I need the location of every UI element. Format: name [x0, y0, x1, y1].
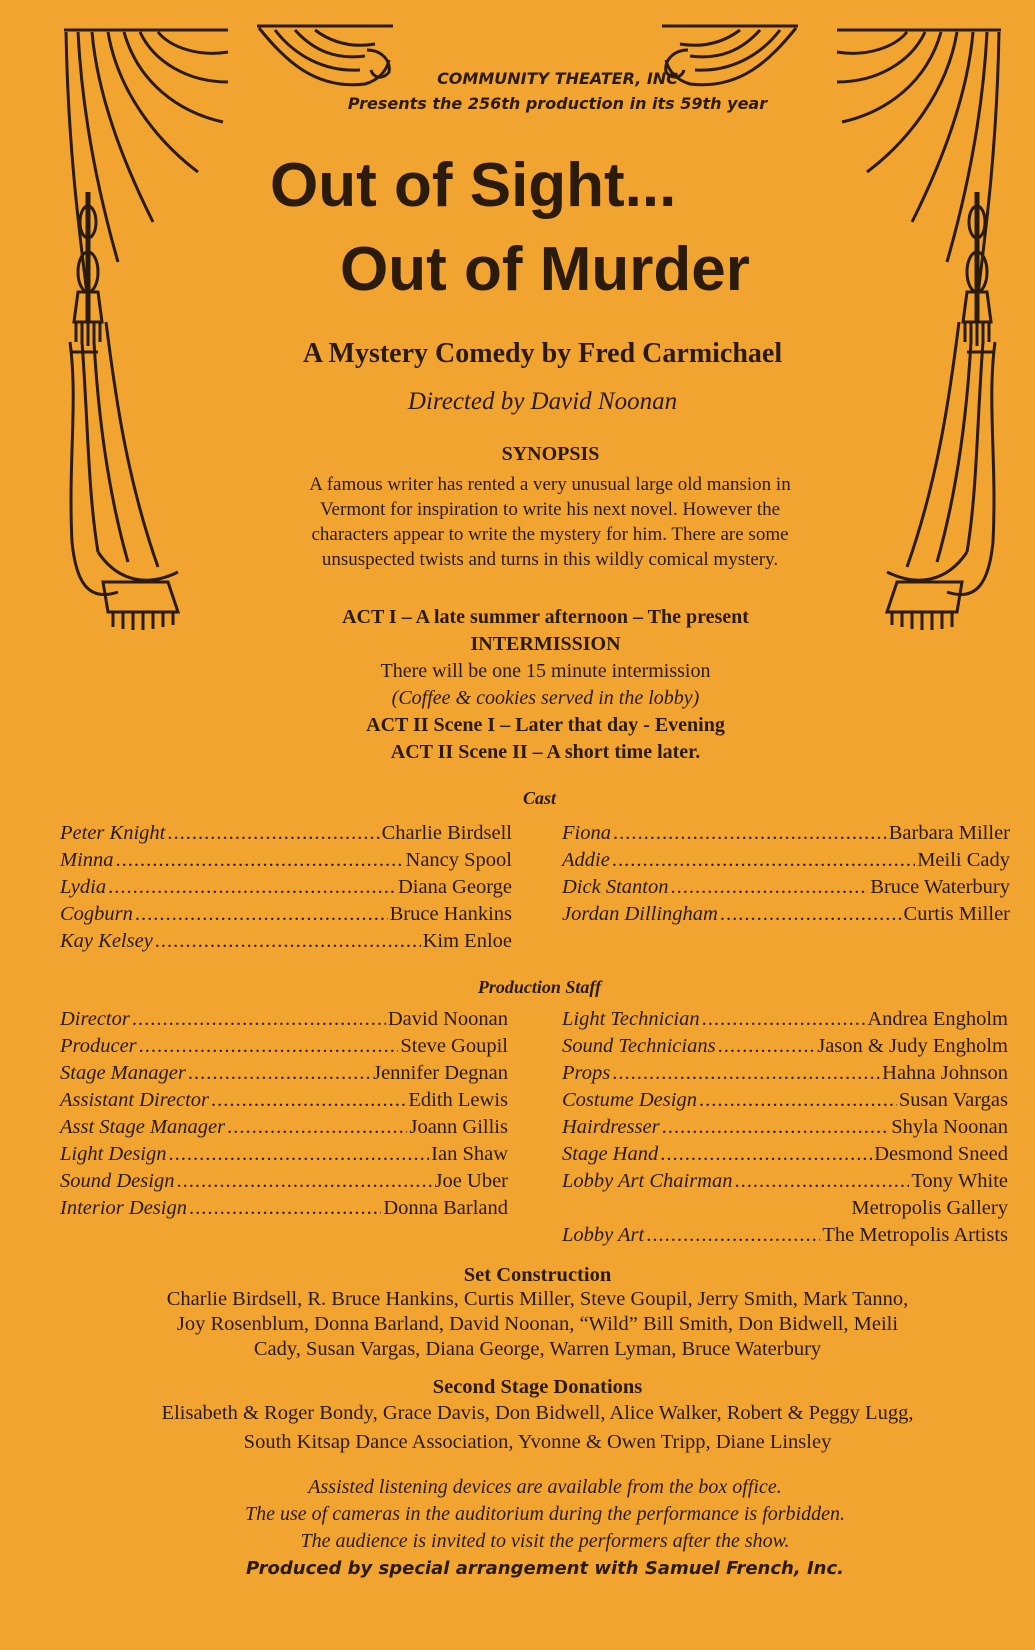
audience-notes [40, 1474, 1035, 1582]
leader-dots [734, 1170, 909, 1193]
production-staff-heading: Production Staff [477, 977, 602, 997]
production-tagline: Presents the 256th production in its 59th year [347, 94, 768, 113]
arrangement-note: Produced by special arrangement with Samuel French, Inc. [246, 1558, 844, 1579]
actor-name: Kim Enloe [422, 930, 512, 952]
set-construction-line: Charlie Birdsell, R. Bruce Hankins, Curtis Miller, Steve Goupil, Jerry Smith, Mark Tanno, [166, 1288, 909, 1310]
role-name: Producer [60, 1035, 137, 1057]
actor-name: Bruce Waterbury [870, 876, 1010, 898]
company-header [40, 66, 1035, 116]
staff-row [562, 1089, 1008, 1116]
leader-dots [227, 1116, 407, 1139]
intermission-heading: INTERMISSION [470, 633, 621, 655]
act1-line: ACT I – A late summer afternoon – The present [342, 606, 749, 628]
person-name: Ian Shaw [431, 1143, 508, 1165]
role-name: Lobby Art Chairman [562, 1170, 733, 1192]
set-construction-section [40, 1264, 1035, 1362]
person-name: Steve Goupil [400, 1035, 508, 1057]
staff-row [60, 1116, 508, 1143]
staff-row [60, 1008, 508, 1035]
intermission-note: There will be one 15 minute intermission [380, 660, 711, 682]
cast-row [562, 849, 1010, 876]
role-name: Director [60, 1008, 130, 1030]
role-name: Interior Design [60, 1197, 187, 1219]
cast-right-column [562, 822, 1010, 930]
leader-dots [132, 1008, 386, 1031]
synopsis-line: unsuspected twists and turns in this wildly comical mystery. [321, 549, 779, 570]
leader-dots [108, 876, 396, 899]
leader-dots [718, 1035, 816, 1058]
role-name: Lydia [60, 876, 107, 898]
role-name: Cogburn [60, 903, 133, 925]
staff-row [60, 1143, 508, 1170]
set-construction-line: Cady, Susan Vargas, Diana George, Warren Lyman, Bruce Waterbury [253, 1338, 822, 1360]
play-title-line2: Out of Murder [340, 235, 750, 304]
person-name: Joann Gillis [409, 1116, 508, 1138]
person-name: Shyla Noonan [891, 1116, 1008, 1138]
role-name: Stage Hand [562, 1143, 659, 1165]
synopsis-line: characters appear to write the mystery for him. There are some [311, 524, 789, 545]
person-name: Joe Uber [434, 1170, 508, 1192]
staff-right-column [562, 1008, 1008, 1251]
company-name: COMMUNITY THEATER, INC [437, 69, 678, 88]
set-construction-line: Joy Rosenblum, Donna Barland, David Noonan, “Wild” Bill Smith, Don Bidwell, Meili [176, 1313, 899, 1335]
cast-row [562, 903, 1010, 930]
role-name: Minna [60, 849, 114, 871]
cast-row [60, 849, 512, 876]
person-name: The Metropolis Artists [822, 1224, 1008, 1246]
role-name: Lobby Art [562, 1224, 645, 1246]
leader-dots [702, 1008, 866, 1031]
role-name: Jordan Dillingham [562, 903, 718, 925]
role-name: Costume Design [562, 1089, 697, 1111]
staff-continuation: Metropolis Gallery [851, 1197, 1008, 1219]
leader-dots [188, 1062, 371, 1085]
act2-scene2-line: ACT II Scene II – A short time later. [390, 741, 701, 763]
role-name: Stage Manager [60, 1062, 186, 1084]
leader-dots [662, 1116, 890, 1139]
role-name: Asst Stage Manager [60, 1116, 226, 1138]
refreshments-note: (Coffee & cookies served in the lobby) [391, 687, 700, 709]
synopsis-line: A famous writer has rented a very unusual large old mansion in [309, 474, 791, 495]
cast-heading: Cast [522, 788, 556, 808]
staff-row [60, 1062, 508, 1089]
staff-row [562, 1008, 1008, 1035]
leader-dots [612, 849, 915, 872]
leader-dots [646, 1224, 820, 1247]
set-construction-heading: Set Construction [463, 1264, 612, 1286]
role-name: Dick Stanton [562, 876, 669, 898]
leader-dots [660, 1143, 872, 1166]
staff-row [60, 1035, 508, 1062]
leader-dots [189, 1197, 381, 1220]
leader-dots [116, 849, 404, 872]
act-schedule [28, 604, 1035, 766]
person-name: Desmond Sneed [874, 1143, 1008, 1165]
donations-section [40, 1376, 1035, 1455]
person-name: David Noonan [387, 1008, 508, 1030]
role-name: Light Design [60, 1143, 167, 1165]
role-name: Assistant Director [60, 1089, 210, 1111]
role-name: Sound Technicians [562, 1035, 716, 1057]
leader-dots [612, 1062, 880, 1085]
cast-row [60, 876, 512, 903]
staff-row [60, 1089, 508, 1116]
play-title-line1: Out of Sight... [270, 151, 677, 220]
leader-dots [135, 903, 388, 926]
leader-dots [139, 1035, 399, 1058]
donations-line: South Kitsap Dance Association, Yvonne & Owen Tripp, Diane Linsley [243, 1431, 832, 1453]
role-name: Props [562, 1062, 611, 1084]
leader-dots [720, 903, 902, 926]
cast-left-column [60, 822, 512, 957]
role-name: Fiona [562, 822, 611, 844]
staff-row [60, 1170, 508, 1197]
person-name: Tony White [911, 1170, 1008, 1192]
staff-row [60, 1197, 508, 1224]
staff-row [562, 1116, 1008, 1143]
staff-row [562, 1143, 1008, 1170]
actor-name: Nancy Spool [405, 849, 512, 871]
act2-scene1-line: ACT II Scene I – Later that day - Evening [366, 714, 725, 736]
actor-name: Meili Cady [917, 849, 1010, 871]
leader-dots [176, 1170, 432, 1193]
director-credit: Directed by David Noonan [407, 388, 678, 415]
role-name: Hairdresser [562, 1116, 660, 1138]
actor-name: Bruce Hankins [389, 903, 512, 925]
staff-row [562, 1035, 1008, 1062]
actor-name: Diana George [397, 876, 512, 898]
synopsis-line: Vermont for inspiration to write his next novel. However the [319, 499, 781, 520]
play-subtitle: A Mystery Comedy by Fred Carmichael [302, 338, 783, 369]
role-name: Peter Knight [60, 822, 166, 844]
staff-row [562, 1170, 1008, 1197]
visit-note: The audience is invited to visit the performers after the show. [300, 1530, 790, 1552]
cast-row [562, 876, 1010, 903]
actor-name: Barbara Miller [888, 822, 1010, 844]
person-name: Andrea Engholm [867, 1008, 1008, 1030]
donations-heading: Second Stage Donations [432, 1376, 643, 1398]
person-name: Jennifer Degnan [373, 1062, 508, 1084]
camera-note: The use of cameras in the auditorium during the performance is forbidden. [245, 1503, 845, 1525]
cast-row [60, 930, 512, 957]
staff-row [562, 1062, 1008, 1089]
role-name: Sound Design [60, 1170, 175, 1192]
leader-dots [613, 822, 887, 845]
role-name: Light Technician [562, 1008, 700, 1030]
actor-name: Charlie Birdsell [381, 822, 512, 844]
cast-row [562, 822, 1010, 849]
staff-left-column [60, 1008, 508, 1224]
person-name: Jason & Judy Engholm [817, 1035, 1008, 1057]
staff-row [562, 1224, 1008, 1251]
leader-dots [169, 1143, 430, 1166]
person-name: Susan Vargas [898, 1089, 1008, 1111]
leader-dots [167, 822, 379, 845]
role-name: Addie [562, 849, 610, 871]
leader-dots [699, 1089, 897, 1112]
role-name: Kay Kelsey [60, 930, 153, 952]
leader-dots [155, 930, 421, 953]
cast-row [60, 822, 512, 849]
leader-dots [211, 1089, 406, 1112]
synopsis-heading: SYNOPSIS [501, 443, 600, 465]
donations-line: Elisabeth & Roger Bondy, Grace Davis, Don Bidwell, Alice Walker, Robert & Peggy Lugg, [161, 1402, 914, 1424]
actor-name: Curtis Miller [903, 903, 1010, 925]
person-name: Donna Barland [383, 1197, 508, 1219]
person-name: Edith Lewis [408, 1089, 508, 1111]
person-name: Hahna Johnson [882, 1062, 1008, 1084]
synopsis-body [210, 472, 890, 572]
leader-dots [670, 876, 868, 899]
listening-note: Assisted listening devices are available from the box office. [308, 1476, 782, 1498]
cast-row [60, 903, 512, 930]
